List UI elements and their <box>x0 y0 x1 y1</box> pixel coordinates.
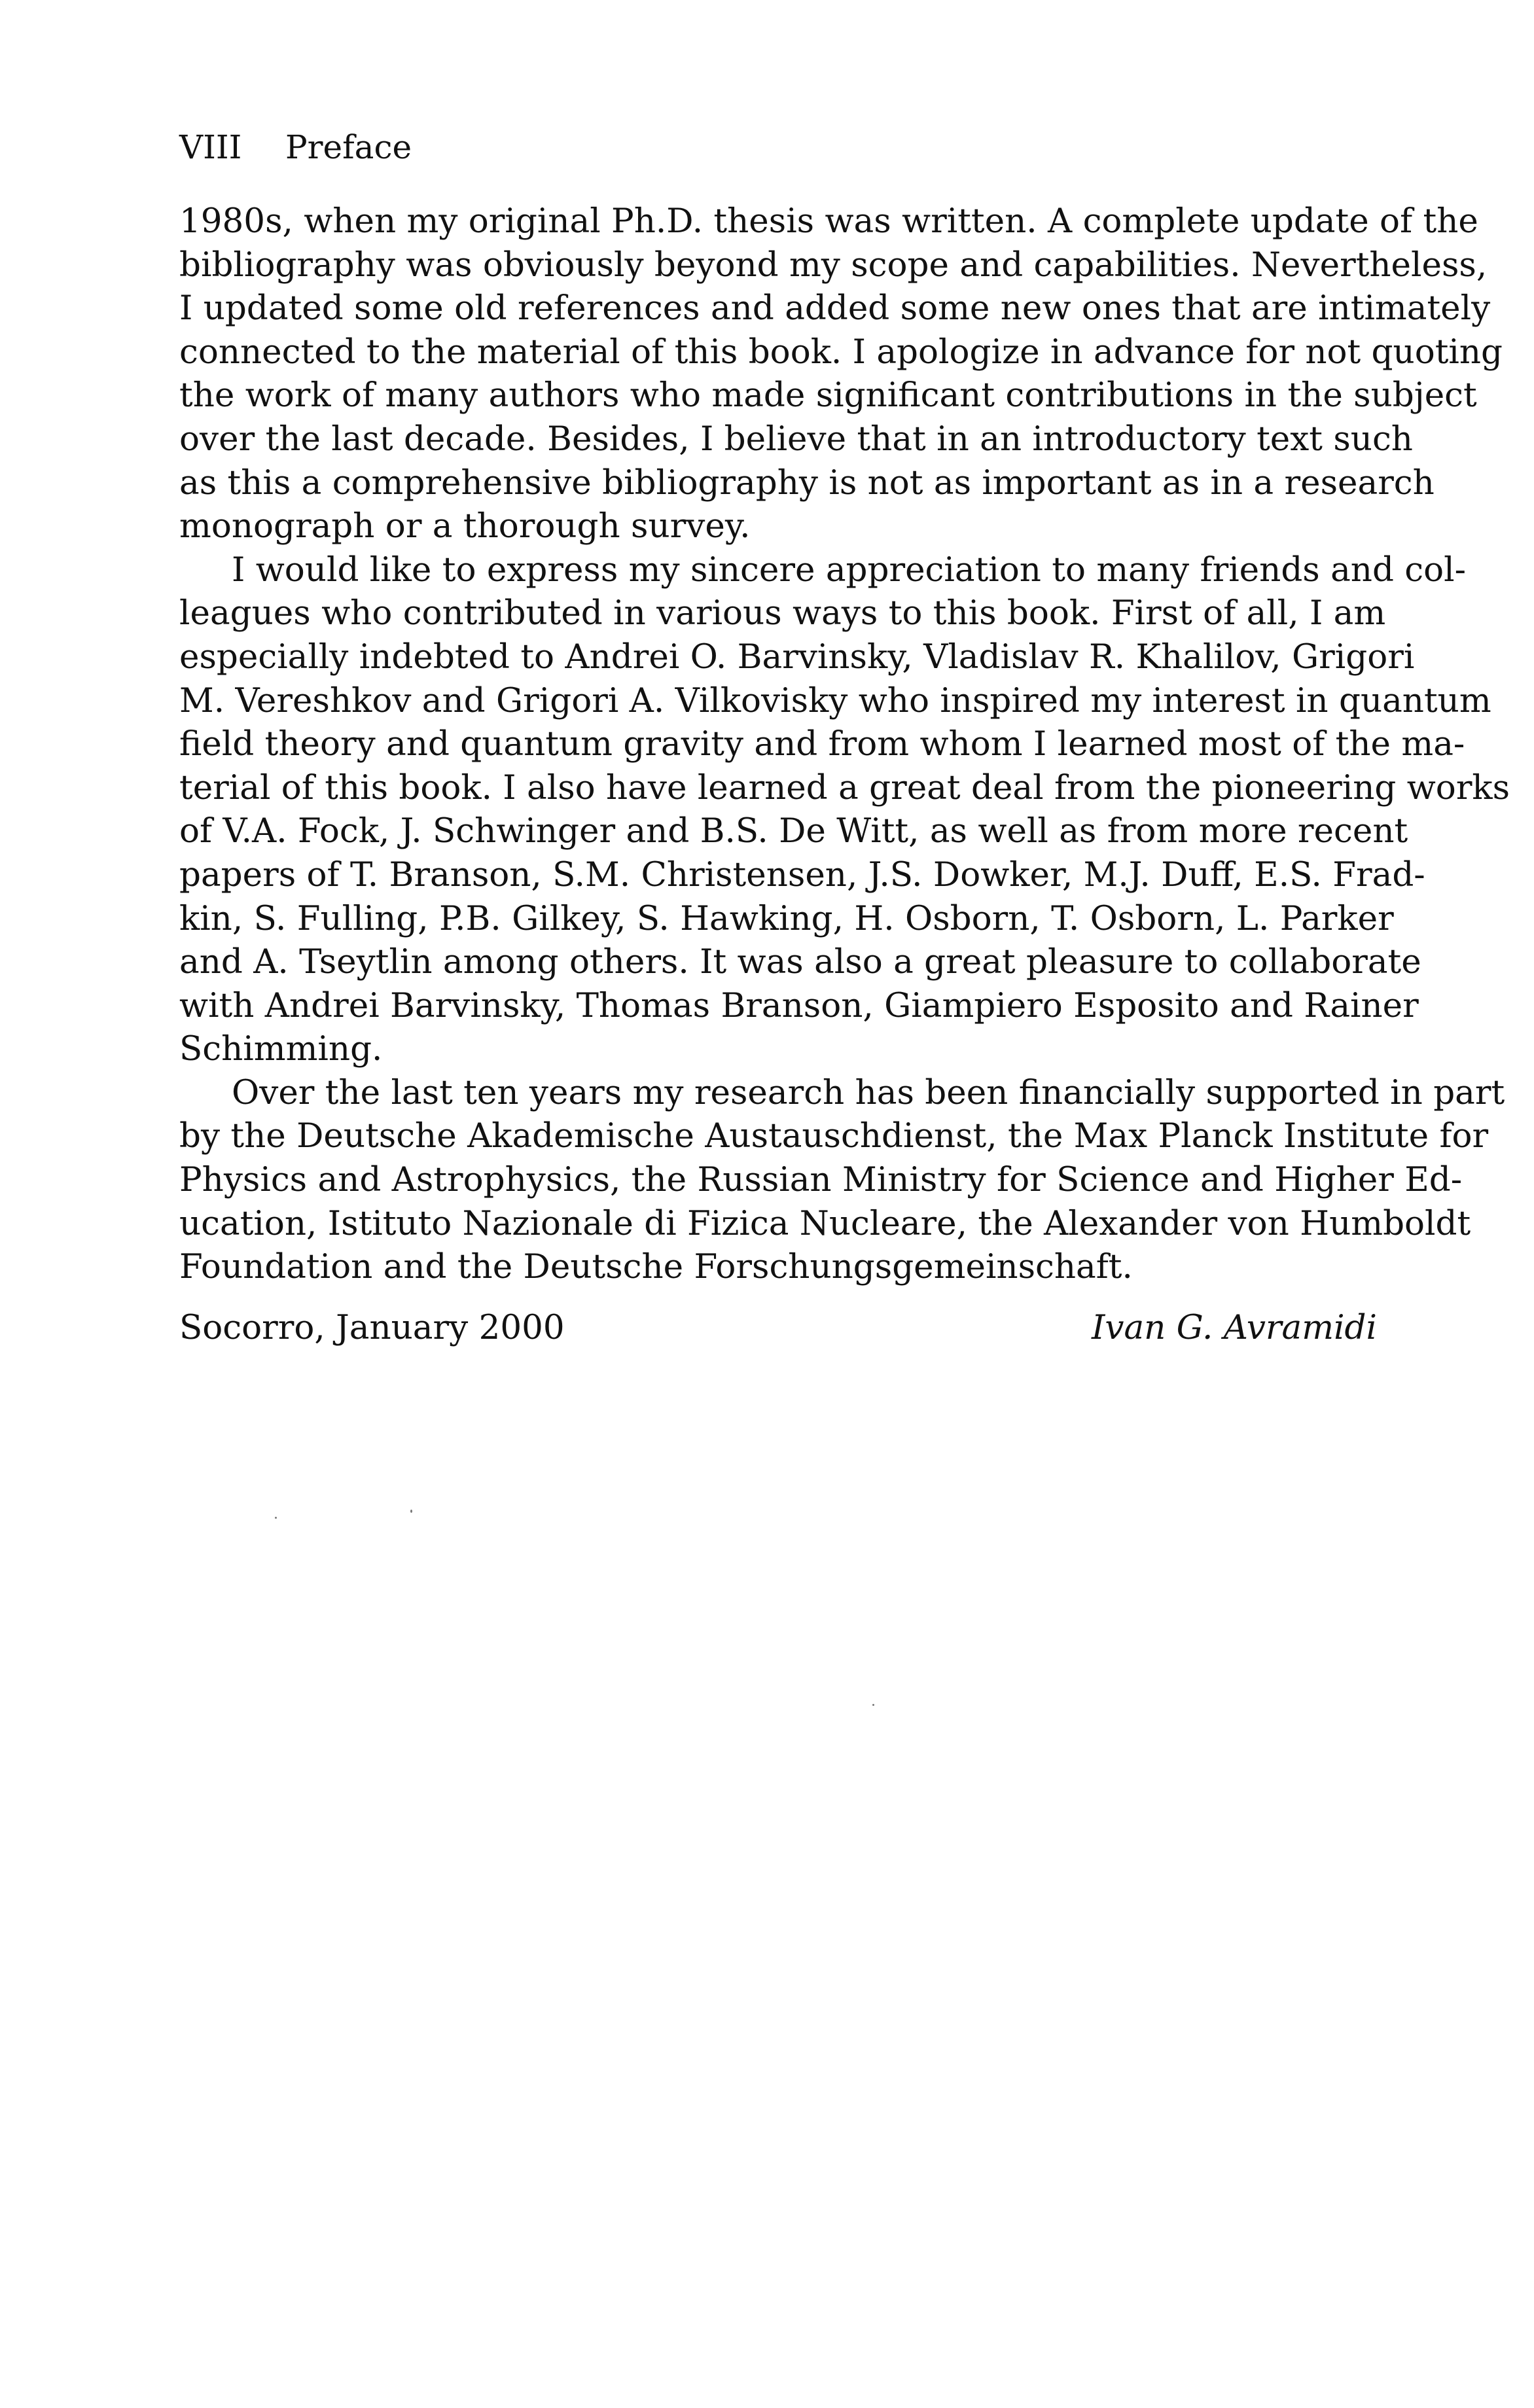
text-line: monograph or a thorough survey. <box>179 506 751 546</box>
text-line: ucation, Istituto Nazionale di Fizica Nucleare, the Alexander von Humboldt <box>179 1203 1471 1243</box>
text-line: with Andrei Barvinsky, Thomas Branson, Giampiero Esposito and Rainer <box>179 985 1419 1025</box>
text-line: as this a comprehensive bibliography is not as important as in a research <box>179 463 1435 503</box>
place-date: Socorro, January 2000 <box>179 1307 565 1347</box>
section-title: Preface <box>285 128 412 166</box>
text-line: over the last decade. Besides, I believe that in an introductory text such <box>179 419 1413 459</box>
text-line: bibliography was obviously beyond my scope and capabilities. Nevertheless, <box>179 245 1488 285</box>
signoff <box>179 1306 1377 1350</box>
text-line: I would like to express my sincere appreciation to many friends and col- <box>232 550 1467 590</box>
author-name: Ivan G. Avramidi <box>1092 1307 1377 1347</box>
text-line: the work of many authors who made significant contributions in the subject <box>179 376 1477 416</box>
text-line: Schimming. <box>179 1029 383 1069</box>
text-line: Foundation and the Deutsche Forschungsgemeinschaft. <box>179 1247 1133 1287</box>
text-line: papers of T. Branson, S.M. Christensen, J.S. Dowker, M.J. Duff, E.S. Frad- <box>179 855 1425 894</box>
text-line: leagues who contributed in various ways to this book. First of all, I am <box>179 593 1386 633</box>
running-head <box>179 124 412 170</box>
text-line: field theory and quantum gravity and from whom I learned most of the ma- <box>179 724 1465 764</box>
text-line: I updated some old references and added some new ones that are intimately <box>179 289 1491 328</box>
scan-speck <box>410 1510 412 1513</box>
scan-speck <box>872 1704 874 1706</box>
paragraph <box>179 548 1510 1071</box>
text-line: M. Vereshkov and Grigori A. Vilkovisky who inspired my interest in quantum <box>179 681 1491 720</box>
scan-speck <box>275 1517 277 1519</box>
body-text <box>179 200 1510 1349</box>
paragraph <box>179 1071 1505 1289</box>
text-line: 1980s, when my original Ph.D. thesis was written. A complete update of the <box>179 202 1478 241</box>
text-line: Physics and Astrophysics, the Russian Ministry for Science and Higher Ed- <box>179 1160 1463 1200</box>
text-line: by the Deutsche Akademische Austauschdienst, the Max Planck Institute for <box>179 1116 1489 1156</box>
page-number: VIII <box>179 128 242 166</box>
text-line: terial of this book. I also have learned a great deal from the pioneering works <box>179 768 1510 807</box>
text-line: and A. Tseytlin among others. It was also a great pleasure to collaborate <box>179 942 1421 982</box>
text-line: Over the last ten years my research has been financially supported in part <box>232 1072 1505 1112</box>
paragraph <box>179 200 1503 548</box>
text-line: of V.A. Fock, J. Schwinger and B.S. De Witt, as well as from more recent <box>179 811 1408 851</box>
text-line: connected to the material of this book. I apologize in advance for not quoting <box>179 332 1503 372</box>
text-line: kin, S. Fulling, P.B. Gilkey, S. Hawking, H. Osborn, T. Osborn, L. Parker <box>179 898 1394 938</box>
text-line: especially indebted to Andrei O. Barvinsky, Vladislav R. Khalilov, Grigori <box>179 637 1415 677</box>
